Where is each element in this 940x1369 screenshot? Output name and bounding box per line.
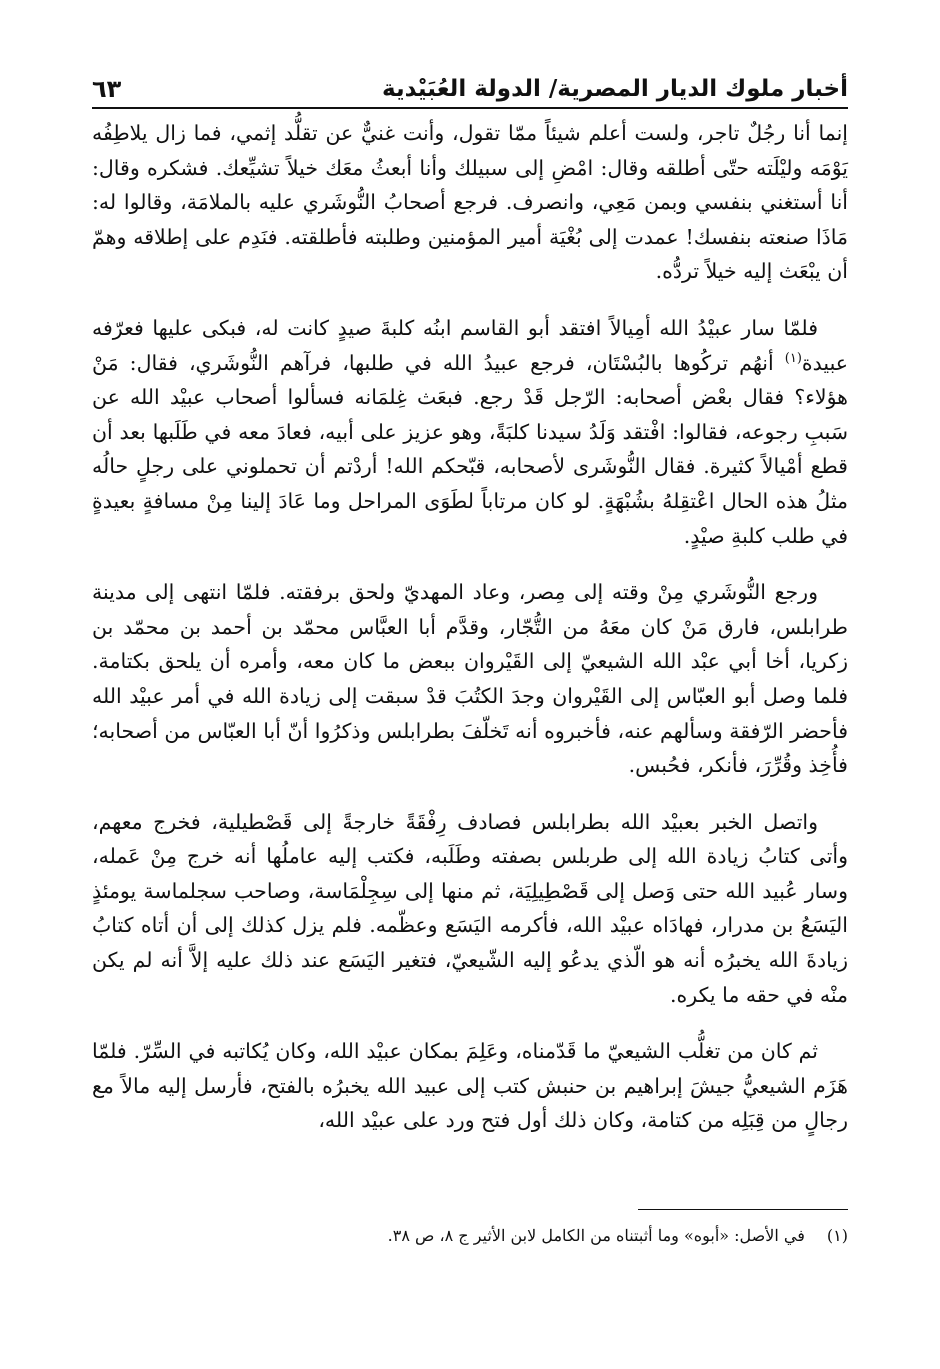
footnote-marker: (١) — [826, 1226, 848, 1245]
paragraph-2 — [92, 311, 848, 553]
running-title: أخبار ملوك الديار المصرية/ الدولة العُبَيْدية — [382, 76, 848, 102]
paragraph-2-text-end: أنهُم تركُوها بالبُسْتَان، فرجع عبيدُ الله في طلبها، فرآهم النُّوشَري، فقال: مَنْ هؤلاء؟ فقال بعْض أصحابه: الرّجل قَدْ رجع. فبعَث غِلمَانه فسألوا أصحاب عبيْد الله عن سَببِ رجوعه، فقالوا: افْتقد وَلَدُ سيدنا كلبَةً، وهو عزيز على أبيه، فعادَ معه في طَلَبها بعد أن قطع أمْيالاً كثيرة. فقال النُّوشَرى لأصحابه، قبّحكم الله! أردْتم أن تحملوني على رجلٍ حالُه مثلُ هذه الحال اعْتقِلهُ بشُبْهَةٍ. لو كان مرتاباً لطَوَى المراحل وما عَادَ إلينا مِنْ مسافةٍ بعيدةٍ في طلب كلبةِ صيْدٍ. — [92, 350, 848, 548]
header-rule — [92, 107, 848, 109]
page-number: ٦٣ — [92, 75, 122, 103]
footnote — [92, 1222, 848, 1250]
footnote-reference[interactable]: (١) — [784, 350, 802, 366]
paragraph-3: ورجع النُّوشَري مِنْ وقته إلى مِصر، وعاد المهديّ ولحق برفقته. فلمّا انتهى إلى مدينة طرابلس، فارق مَنْ كان معَهُ من التُّجّار، وقدَّم أبا العبَّاس محمّد بن أحمد بن محمّد بن زكريا، أخا أبي عبْد الله الشيعيّ إلى القَيْروان ببعض ما كان معه، وأمره أن يلحق بكتامة. فلما وصل أبو العبّاس إلى القَيْروان وجدَ الكتُبَ قدْ سبقت إلى زيادة الله في أمر عبيْد الله فأحضر الرّفقة وسألهم عنه، فأخبروه أنه تَخلّفَ بطرابلس وذكرُوا أنّ أبا العبّاس من أصحابه؛ فأُخِذ وقُرِّرَ، فأنكر، فحُبس. — [92, 580, 848, 778]
main-text — [92, 116, 848, 1160]
paragraph-5: ثم كان من تغلُّب الشيعيّ ما قَدّمناه، وعَلِمَ بمكان عبيْد الله، وكان يُكاتبه في السِّرّ. فلمّا هَزَم الشيعيُّ جيشَ إبراهيم بن حنبش كتب إلى عبيد الله يخبرُه بالفتح، فأرسل إليه مالاً مع رجالٍ من قِبَلِه من كتامة، وكان ذلك أول فتح ورد على عبيْد الله، — [92, 1039, 848, 1133]
footnote-text: في الأصل: «أبوه» وما أثبتناه من الكامل لابن الأثير ج ٨، ص ٣٨. — [387, 1226, 805, 1245]
footnote-rule — [638, 1209, 848, 1210]
page-header — [92, 64, 848, 104]
paragraph-4: واتصل الخبر بعبيْد الله بطرابلس فصادف رِفْقَةً خارجةً إلى قَصْطيلية، فخرج معهم، وأتى كتابُ زيادة الله إلى طربلس بصفته وطَلَبه، فكتب إليه عاملُها أنه خرج مِنْ عَمله، وسار عُبيد الله حتى وَصل إلى قَصْطِيلِيَة، ثم منها إلى سِجِلْمَاسة، وصاحب سجلماسة يومئذٍ اليَسَعُ بن مدرار، فهادَاه عبيْد الله، فأكرمه اليَسَع وعظّمه. فلم يزل كذلك إلى أن أتاه كتابُ زيادةَ الله يخبرُه أنه هو الّذي يدعُو إليه الشّيعيّ، فتغير اليَسَع عند ذلك عليه إلاَّ أنه لم يكن منْه في حقه ما يكره. — [92, 809, 848, 1007]
paragraph-1: إنما أنا رجُلٌ تاجر، ولست أعلم شيئاً ممّا تقول، وأنت غنيٌّ عن تقلُّد إثمي، فما زال يلاطِفُه يَوْمَه وليْلَته حتّى أطلقه وقال: امْضِ إلى سبيلك وأنا أبعثُ معَك خيلاً تشيِّعك. فشكره وقال: أنا أستغني بنفسي وبمن مَعِي، وانصرف. فرجع أصحابُ النُّوشَري عليه بالملامَة، وقالوا له: مَاذَا صنعته بنفسك! عمدت إلى بُغْيَة أمير المؤمنين وطلبته فأطلقته. فنَدِم على إطلاقه وهمّ أن يبْعَث إليه خيلاً تردُّه. — [92, 121, 848, 284]
paragraph-2-text-start: فلمّا سار عبيْدُ الله أمِيالاً افتقد أبو القاسم ابنُه كلبةَ صيدٍ كانت له، فبكى عليها فعرّفه عبيدة — [92, 315, 848, 375]
